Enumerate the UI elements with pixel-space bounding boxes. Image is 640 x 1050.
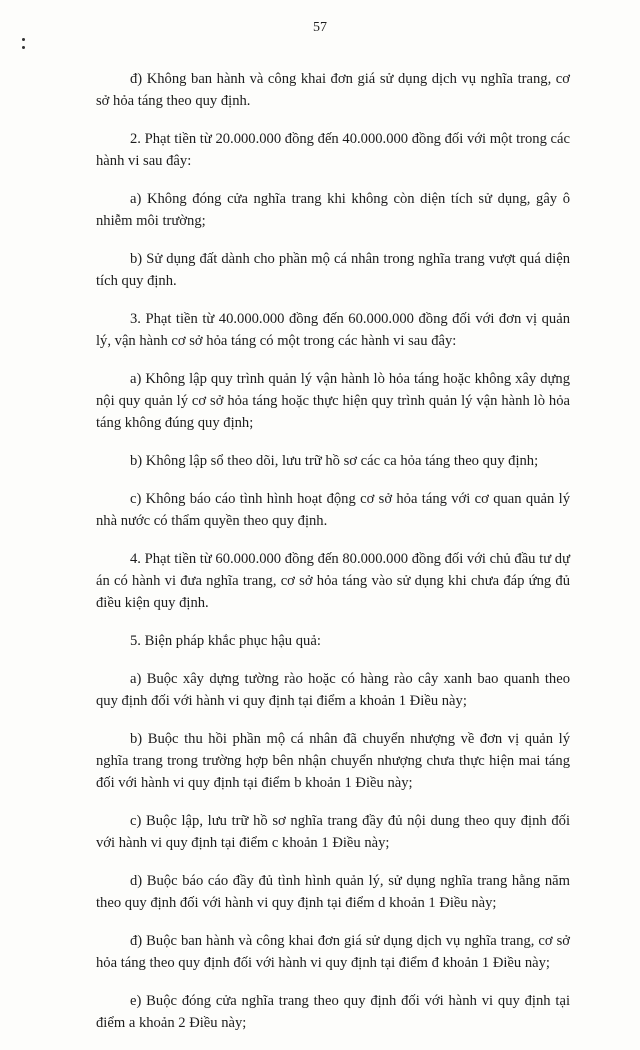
paragraph-clause-2: 2. Phạt tiền từ 20.000.000 đồng đến 40.000.000 đồng đối với một trong các hành vi sau đây: <box>96 131 570 169</box>
paragraph-clause-5: 5. Biện pháp khắc phục hậu quả: <box>130 633 321 649</box>
page-number: 57 <box>313 20 327 35</box>
scan-speck <box>22 46 25 49</box>
paragraph-3b: b) Không lập sổ theo dõi, lưu trữ hồ sơ các ca hỏa táng theo quy định; <box>130 453 539 469</box>
paragraph-5b: b) Buộc thu hồi phần mộ cá nhân đã chuyển nhượng về đơn vị quản lý nghĩa trang trong trường hợp bên nhận chuyển nhượng chưa thực hiện mai táng đối với hành vi quy định tại điểm b khoản 1 Điều này; <box>96 731 570 791</box>
paragraph-5e: e) Buộc đóng cửa nghĩa trang theo quy định đối với hành vi quy định tại điểm a khoản 2 Điều này; <box>96 993 570 1031</box>
paragraph-5d: d) Buộc báo cáo đầy đủ tình hình quản lý, sử dụng nghĩa trang hằng năm theo quy định đối với hành vi quy định tại điểm d khoản 1 Điều này; <box>96 873 570 911</box>
paragraph-2b: b) Sử dụng đất dành cho phần mộ cá nhân trong nghĩa trang vượt quá diện tích quy định. <box>96 251 570 289</box>
document-body <box>96 68 570 1050</box>
paragraph-1d-unpublished-prices: đ) Không ban hành và công khai đơn giá sử dụng dịch vụ nghĩa trang, cơ sở hỏa táng theo quy định. <box>96 71 570 109</box>
paragraph-clause-4: 4. Phạt tiền từ 60.000.000 đồng đến 80.000.000 đồng đối với chủ đầu tư dự án có hành vi đưa nghĩa trang, cơ sở hỏa táng vào sử dụng khi chưa đáp ứng đủ điều kiện quy định. <box>96 551 570 611</box>
paragraph-clause-3: 3. Phạt tiền từ 40.000.000 đồng đến 60.000.000 đồng đối với đơn vị quản lý, vận hành cơ sở hỏa táng có một trong các hành vi sau đây: <box>96 311 570 349</box>
paragraph-5a: a) Buộc xây dựng tường rào hoặc có hàng rào cây xanh bao quanh theo quy định đối với hành vi quy định tại điểm a khoản 1 Điều này; <box>96 671 570 709</box>
paragraph-3c: c) Không báo cáo tình hình hoạt động cơ sở hỏa táng với cơ quan quản lý nhà nước có thẩm quyền theo quy định. <box>96 491 570 529</box>
paragraph-3a: a) Không lập quy trình quản lý vận hành lò hỏa táng hoặc không xây dựng nội quy quản lý cơ sở hỏa táng hoặc thực hiện quy trình quản lý vận hành lò hỏa táng không đúng quy định; <box>96 371 570 431</box>
paragraph-5c: c) Buộc lập, lưu trữ hồ sơ nghĩa trang đầy đủ nội dung theo quy định đối với hành vi quy định tại điểm c khoản 1 Điều này; <box>96 813 570 851</box>
paragraph-5dd: đ) Buộc ban hành và công khai đơn giá sử dụng dịch vụ nghĩa trang, cơ sở hỏa táng theo quy định đối với hành vi quy định tại điểm đ khoản 1 Điều này; <box>96 933 570 971</box>
paragraph-2a: a) Không đóng cửa nghĩa trang khi không còn diện tích sử dụng, gây ô nhiễm môi trường; <box>96 191 570 229</box>
scan-speck <box>22 38 25 41</box>
